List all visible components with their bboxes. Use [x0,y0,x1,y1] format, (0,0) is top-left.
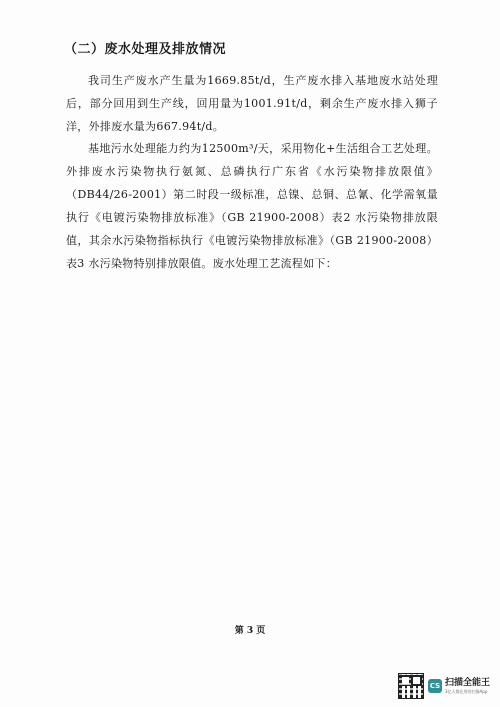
page-number: 第 3 页 [234,626,266,636]
watermark-subtitle: 3亿人都在用的扫描App [445,688,488,694]
watermark-brand: 扫描全能王 [445,677,491,688]
scanner-watermark [398,673,490,699]
paragraph-wastewater-volume: 我司生产废水产生量为1669.85t/d，生产废水排入基地废水站处理后，部分回用到生产线，回用量为1001.91t/d，剩余生产废水排入狮子洋，外排废水量为667.94t/d。 [66,74,438,133]
camscanner-logo-icon: CS [428,679,442,693]
qr-code-icon [398,673,424,699]
paragraph-treatment-standards: 基地污水处理能力约为12500m³/天，采用物化+生活组合工艺处理。外排废水污染物执行氨氮、总磷执行广东省《水污染物排放限值》（DB44/26-2001）第二时段一级标准，总镍、总铜、总氰、化学需氧量执行《电镀污染物排放标准》（GB 21900-2008）表2 水污染物排放限值，其余水污染物指标执行《电镀污染物排放标准》（GB 21900-2008）表3 水污染物特别排放限值。废水处理工艺流程如下： [66,142,438,270]
section-heading: （二）废水处理及排放情况 [64,42,227,57]
